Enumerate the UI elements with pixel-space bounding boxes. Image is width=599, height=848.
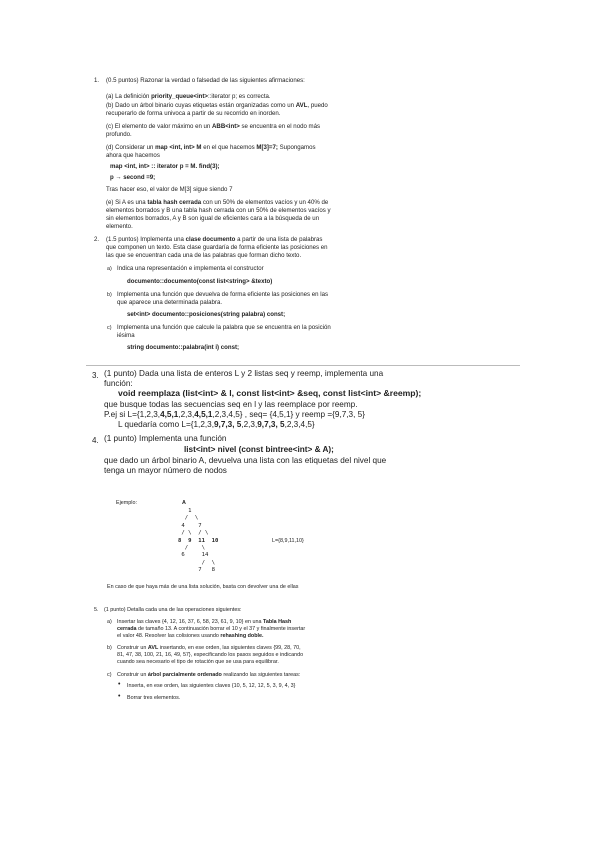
- q1-item-b-line2: recuperarlo de forma univoca a partir de su recorrido en inorden.: [106, 110, 281, 117]
- q4-example-label: Ejemplo:: [116, 500, 137, 506]
- q3-result: L quedaría como L={1,2,3,9,7,3, 5,2,3,9,7,3, 5,2,3,4,5}: [118, 420, 315, 429]
- tree-row: 1: [178, 508, 192, 514]
- q5-b-marker: b): [107, 645, 112, 651]
- q4-line2: que dado un árbol binario A, devuelva una lista con las etiquetas del nivel que: [104, 456, 387, 465]
- q5-c-marker: c): [107, 672, 112, 678]
- q5-b-line3: cuando sea necesario el tipo de rotación que se usa para equilibrar.: [117, 659, 279, 665]
- q2-b-code: set<int> documento::posiciones(string palabra) const;: [127, 311, 286, 318]
- q2-number: 2.: [94, 236, 100, 243]
- q4-note: En caso de que haya más de una lista solución, basta con devolver una de ellas: [107, 584, 299, 590]
- q5-b-line1: Construir un AVL insertando, en ese orden, las siguientes claves {99, 28, 70,: [117, 645, 301, 651]
- q1-intro: (0.5 puntos) Razonar la verdad o falsedad de las siguientes afirmaciones:: [106, 77, 305, 84]
- q4-code: list<int> nivel (const bintree<int> & A);: [184, 445, 334, 454]
- q3-line2: función:: [104, 379, 133, 388]
- q2-line1: (1.5 puntos) Implementa una clase documento a partir de una lista de palabras: [106, 236, 323, 243]
- q1-code-1: map <int, int> :: iterator p = M. find(3);: [110, 163, 220, 170]
- q5-c-bullet-2: Borrar tres elementos.: [127, 695, 181, 701]
- q1-item-d-after: Tras hacer eso, el valor de M[3] sigue siendo 7: [106, 186, 233, 193]
- q2-c-line1: Implementa una función que calcule la palabra que se encuentra en la posición: [117, 324, 331, 331]
- q5-intro: (1 punto) Detalla cada una de las operaciones siguientes:: [104, 607, 242, 613]
- q1-item-a: (a) La definición priority_queue<int>::iterator p; es correcta.: [106, 93, 271, 100]
- tree-row: / \ / \: [178, 530, 209, 537]
- q5-a-line1: Insertar las claves {4, 12, 16, 37, 6, 58, 23, 61, 9, 10} en una Tabla Hash: [117, 619, 292, 625]
- q5-c-line: Construir un árbol parcialmente ordenado realizando las siguientes tareas:: [117, 672, 301, 678]
- q5-number: 5.: [94, 607, 99, 613]
- tree-row: / \: [178, 515, 199, 522]
- tree-row-widest-level: 8 9 11 10: [178, 537, 219, 544]
- q2-c-marker: c): [107, 325, 112, 331]
- q5-a-marker: a): [107, 619, 112, 625]
- q1-number: 1.: [94, 77, 100, 84]
- q4-tree-root-label: A: [182, 500, 186, 506]
- q1-item-d: (d) Considerar un map <int, int> M en el que hacemos M[3]=7; Supongamos: [106, 144, 316, 151]
- q5-a-line2: cerrada de tamaño 13. A continuación borrar el 10 y el 37 y finalmente insertar: [117, 626, 306, 632]
- q2-a-marker: a): [107, 266, 112, 272]
- q4-tree-diagram: [178, 508, 218, 575]
- q1-item-e: (e) Si A es una tabla hash cerrada con un 50% de elementos vacíos y un 40% de: [106, 199, 329, 206]
- bullet-dot: •: [118, 681, 121, 688]
- q5-b-line2: 81, 47, 38, 100, 21, 16, 49, 57}, especificando los pasos seguidos e indicando: [117, 652, 304, 658]
- q2-b-line2: que aparece una determinada palabra.: [117, 299, 223, 306]
- q2-line2: que componen un texto. Esta clase guardaría de forma eficiente las posiciones en: [106, 244, 328, 251]
- bullet-dot: •: [118, 693, 121, 700]
- q2-b-marker: b): [107, 292, 112, 298]
- section-divider: [86, 365, 520, 366]
- q3-line3: que busque todas las secuencias seq en l y las reemplace por reemp.: [104, 400, 358, 409]
- q1-item-c: (c) El elemento de valor máximo en un ABB<int> se encuentra en el nodo más: [106, 123, 321, 130]
- q1-item-c-line2: profundo.: [106, 131, 132, 138]
- q2-a-text: Indica una representación e implementa el constructor: [117, 265, 264, 272]
- q1-code-2: p → second =9;: [110, 174, 156, 181]
- tree-row: 7 8: [178, 567, 216, 574]
- tree-row: / \: [178, 559, 216, 566]
- q1-item-b: (b) Dado un árbol binario cuyas etiquetas están organizadas como un AVL, puedo: [106, 102, 328, 109]
- q3-line1: (1 punto) Dada una lista de enteros L y 2 listas seq y reemp, implementa una: [104, 369, 384, 378]
- q2-b-line1: Implementa una función que devuelva de forma eficiente las posiciones en las: [117, 291, 329, 298]
- q1-item-e-line2: elementos borrados y B una tabla hash cerrada con un 50% de elementos vacíos y: [106, 207, 331, 214]
- tree-row: 4 7: [178, 522, 202, 529]
- q2-c-code: string documento::palabra(int i) const;: [127, 344, 240, 351]
- q4-line3: tenga un mayor número de nodos: [104, 466, 227, 475]
- tree-row: 6 14: [178, 552, 209, 559]
- tree-row: / \: [178, 545, 205, 552]
- q4-line1: (1 punto) Implementa una función: [104, 434, 227, 443]
- q1-item-d-line2: ahora que hacemos: [106, 152, 160, 159]
- q2-line3: las que se encuentran cada una de las palabras que forman dicho texto.: [106, 252, 302, 259]
- q4-result: L={8,9,11,10}: [272, 538, 304, 544]
- q2-a-code: documento::documento(const list<string> &texto): [127, 278, 273, 285]
- q3-code: void reemplaza (list<int> & l, const list<int> &seq, const list<int> &reemp);: [118, 388, 422, 398]
- q5-c-bullet-1: Inserta, en ese orden, las siguientes claves {10, 5, 12, 12, 5, 3, 9, 4, 3}: [127, 683, 296, 689]
- q1-item-e-line4: elemento.: [106, 223, 133, 230]
- q4-number: 4.: [92, 436, 99, 445]
- q3-example: P.ej si L={1,2,3,4,5,1,2,3,4,5,1,2,3,4,5} , seq= {4,5,1} y reemp ={9,7,3, 5}: [104, 410, 365, 419]
- q5-a-line3: el valor 48. Resolver las colisiones usando rehashing doble.: [117, 633, 264, 639]
- q1-item-e-line3: sin elementos borrados, A y B son igual de eficientes cara a la búsqueda de un: [106, 215, 320, 222]
- q3-number: 3.: [92, 371, 99, 380]
- q2-c-line2: iésima: [117, 332, 135, 339]
